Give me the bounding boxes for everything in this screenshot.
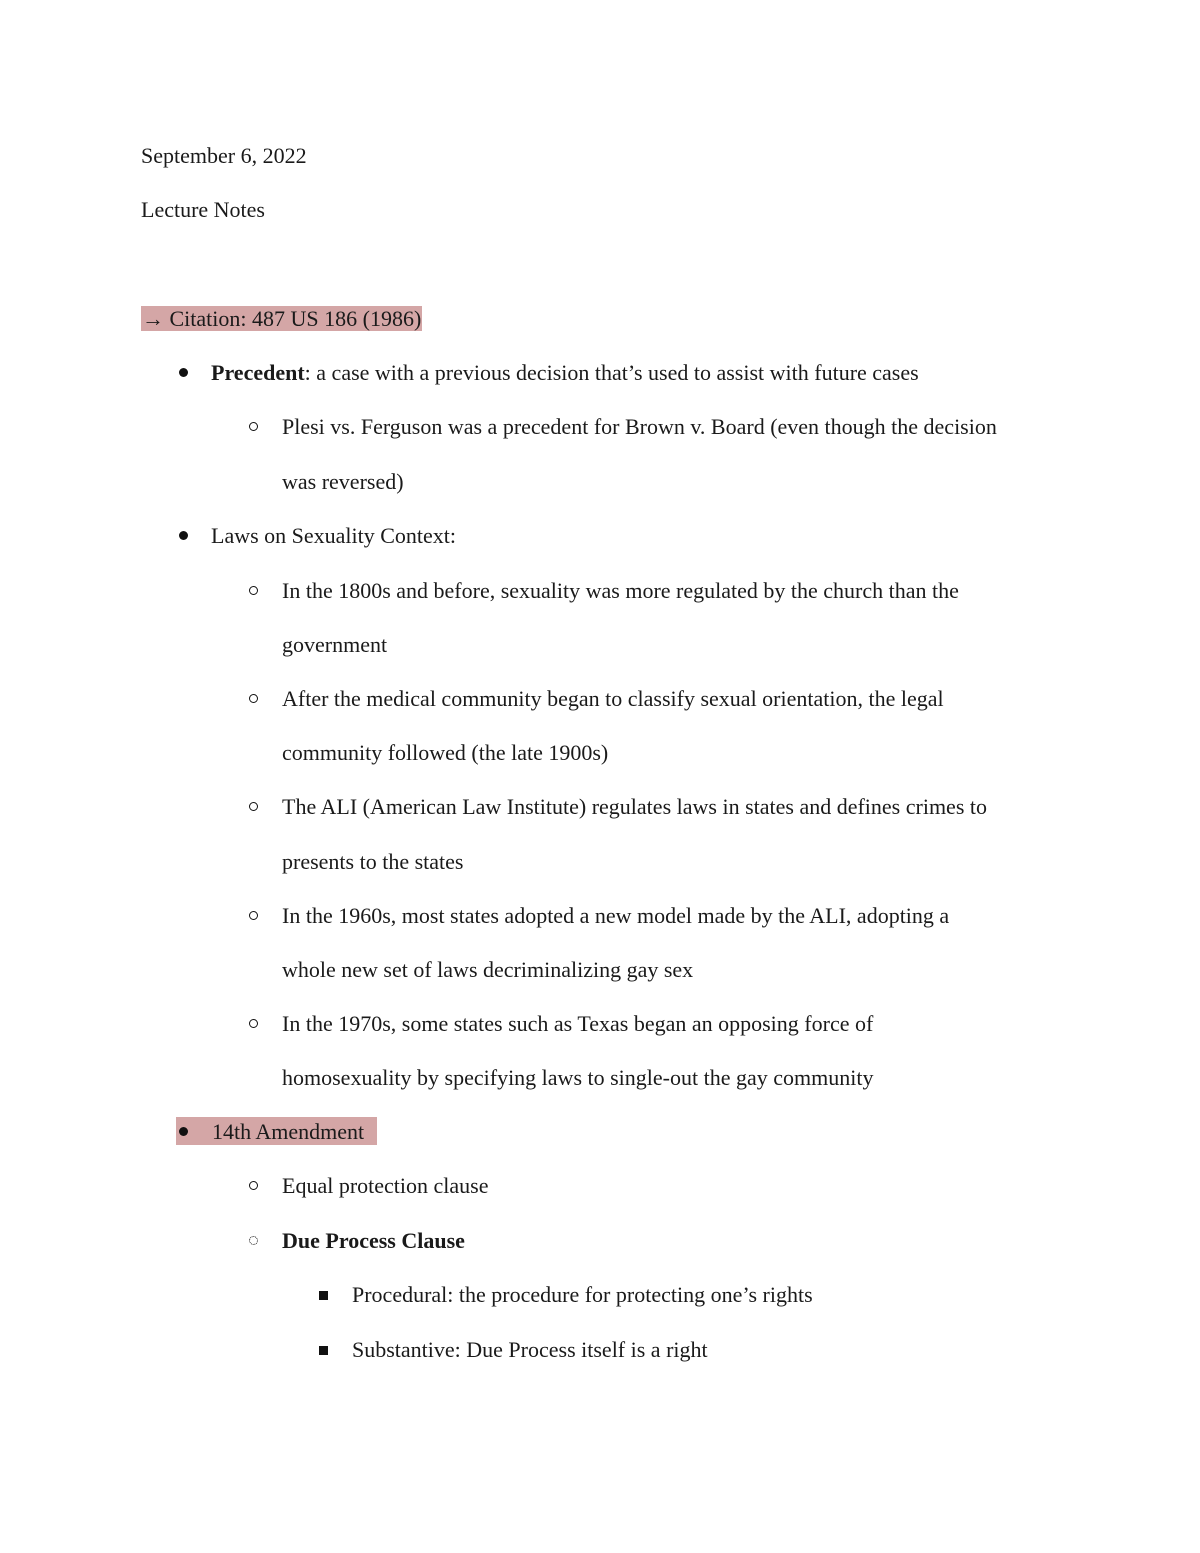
bullet-circle-icon: [249, 1181, 258, 1190]
bullet-square-icon: [319, 1346, 328, 1355]
bullet-circle-icon: [249, 802, 258, 811]
bullet-circle-icon: [249, 1019, 258, 1028]
bullet-circle-icon: [249, 911, 258, 920]
date-line: September 6, 2022: [141, 143, 307, 168]
laws-sub2-line2: community followed (the late 1900s): [282, 740, 609, 765]
precedent-definition: : a case with a previous decision that’s used to assist with future cases: [304, 360, 919, 385]
laws-sub3-line2: presents to the states: [282, 849, 464, 874]
citation-line: [141, 304, 422, 334]
page-title: Lecture Notes: [141, 197, 265, 222]
bullet-circle-dotted-icon: [249, 1236, 258, 1245]
due-process-label: Due Process Clause: [282, 1228, 465, 1253]
bullet-disc-icon: [179, 1127, 188, 1136]
bullet-disc-icon: [179, 368, 188, 377]
precedent-sub-line1: Plesi vs. Ferguson was a precedent for Brown v. Board (even though the decision: [282, 414, 997, 439]
laws-sub4-line2: whole new set of laws decriminalizing gay sex: [282, 957, 694, 982]
precedent-sub-line2: was reversed): [282, 469, 404, 494]
precedent-item: [211, 358, 919, 388]
bullet-circle-icon: [249, 586, 258, 595]
bullet-square-icon: [319, 1291, 328, 1300]
bullet-circle-icon: [249, 694, 258, 703]
laws-sub5-line1: In the 1970s, some states such as Texas began an opposing force of: [282, 1011, 874, 1036]
equal-protection-item: Equal protection clause: [282, 1173, 489, 1198]
citation-highlight: → Citation: 487 US 186 (1986): [142, 306, 422, 331]
laws-sub3-line1: The ALI (American Law Institute) regulates laws in states and defines crimes to: [282, 794, 987, 819]
laws-sub2-line1: After the medical community began to classify sexual orientation, the legal: [282, 686, 944, 711]
laws-item: Laws on Sexuality Context:: [211, 523, 457, 548]
laws-sub5-line2: homosexuality by specifying laws to single-out the gay community: [282, 1065, 874, 1090]
procedural-item: Procedural: the procedure for protecting one’s rights: [352, 1282, 813, 1307]
substantive-item: Substantive: Due Process itself is a right: [352, 1337, 708, 1362]
amendment-item: 14th Amendment: [212, 1119, 365, 1144]
bullet-disc-icon: [179, 531, 188, 540]
due-process-item: [282, 1226, 465, 1256]
bullet-circle-icon: [249, 422, 258, 431]
laws-sub4-line1: In the 1960s, most states adopted a new model made by the ALI, adopting a: [282, 903, 950, 928]
laws-sub1-line2: government: [282, 632, 388, 657]
laws-sub1-line1: In the 1800s and before, sexuality was more regulated by the church than the: [282, 578, 959, 603]
precedent-term: Precedent: [211, 360, 305, 385]
